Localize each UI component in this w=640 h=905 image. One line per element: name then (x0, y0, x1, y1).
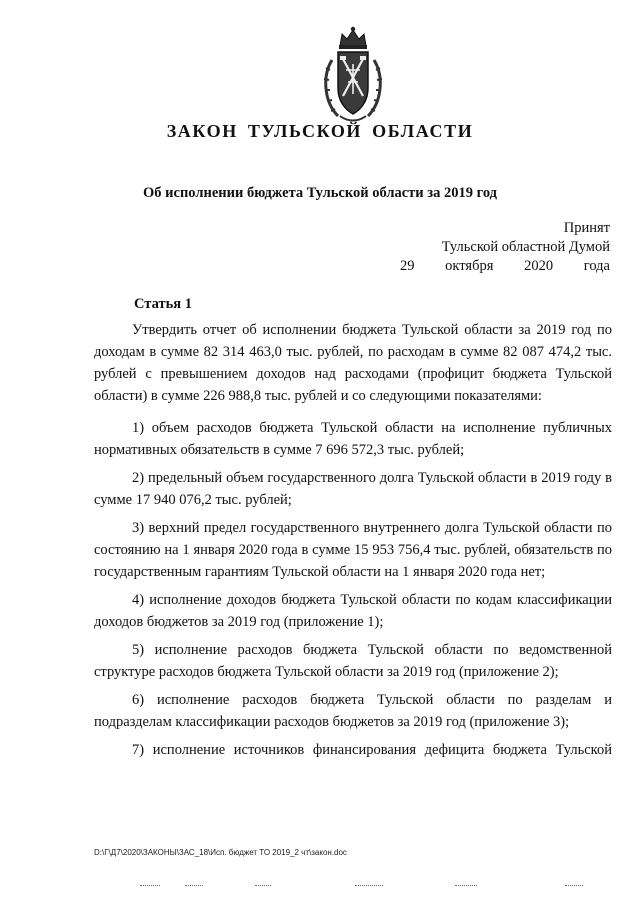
law-subtitle: Об исполнении бюджета Тульской области за 2019 год (143, 185, 497, 201)
scan-mark (185, 885, 203, 887)
list-item: 1) объем расходов бюджета Тульской области на исполнение публичных нормативных обязательств в сумме 7 696 572,3 тыс. рублей; (94, 420, 612, 458)
list-item: 6) исполнение расходов бюджета Тульской области по разделам и подразделам классификации расходов бюджетов за 2019 год (приложение 3); (94, 692, 612, 730)
adoption-month: октября (445, 258, 494, 274)
list-item: 2) предельный объем государственного долга Тульской области в 2019 году в сумме 17 940 076,2 тыс. рублей; (94, 470, 612, 508)
law-title: ЗАКОН ТУЛЬСКОЙ ОБЛАСТИ (166, 121, 474, 141)
adoption-day: 29 (400, 258, 415, 274)
article-body (94, 319, 612, 761)
scan-mark (455, 885, 477, 887)
scan-mark (355, 885, 383, 887)
scan-mark (140, 885, 160, 887)
adoption-block (400, 219, 610, 276)
adoption-year-word: года (583, 258, 610, 274)
list-item: 5) исполнение расходов бюджета Тульской области по ведомственной структуре расходов бюджета Тульской области за 2019 год (приложение 2); (94, 642, 612, 680)
list-item: 7) исполнение источников финансирования дефицита бюджета Тульской (132, 742, 612, 758)
list-item: 3) верхний предел государственного внутреннего долга Тульской области по состоянию на 1 января 2020 года в сумме 15 953 756,4 тыс. рублей, обязательств по государственным гарантиям Тульской области на 1 января 2020 года нет; (94, 520, 612, 580)
file-path-footer: D:\Г\Д7\2020\ЗАКОНЫ\ЗАС_18\Исп. бюджет ТО 2019_2 чт\закон.doc (94, 848, 347, 857)
adoption-date (400, 257, 610, 276)
list-item: 4) исполнение доходов бюджета Тульской области по кодам классификации доходов бюджетов за 2019 год (приложение 1); (94, 592, 612, 630)
scan-mark (255, 885, 271, 887)
scan-edge-marks (0, 885, 640, 891)
scan-mark (565, 885, 583, 887)
adopted-by: Тульской областной Думой (441, 239, 610, 255)
article-heading: Статья 1 (134, 296, 192, 312)
coat-of-arms-icon (318, 24, 388, 124)
adoption-year: 2020 (524, 258, 554, 274)
adopted-label: Принят (563, 220, 610, 236)
main-paragraph: Утвердить отчет об исполнении бюджета Тульской области за 2019 год по доходам в сумме 82 314 463,0 тыс. рублей, по расходам в сумме 82 087 474,2 тыс. рублей с превышением доходов над расходами (профицит бюджета Тульской области) в сумме 226 988,8 тыс. рублей и со следующими показателями: (94, 322, 612, 404)
